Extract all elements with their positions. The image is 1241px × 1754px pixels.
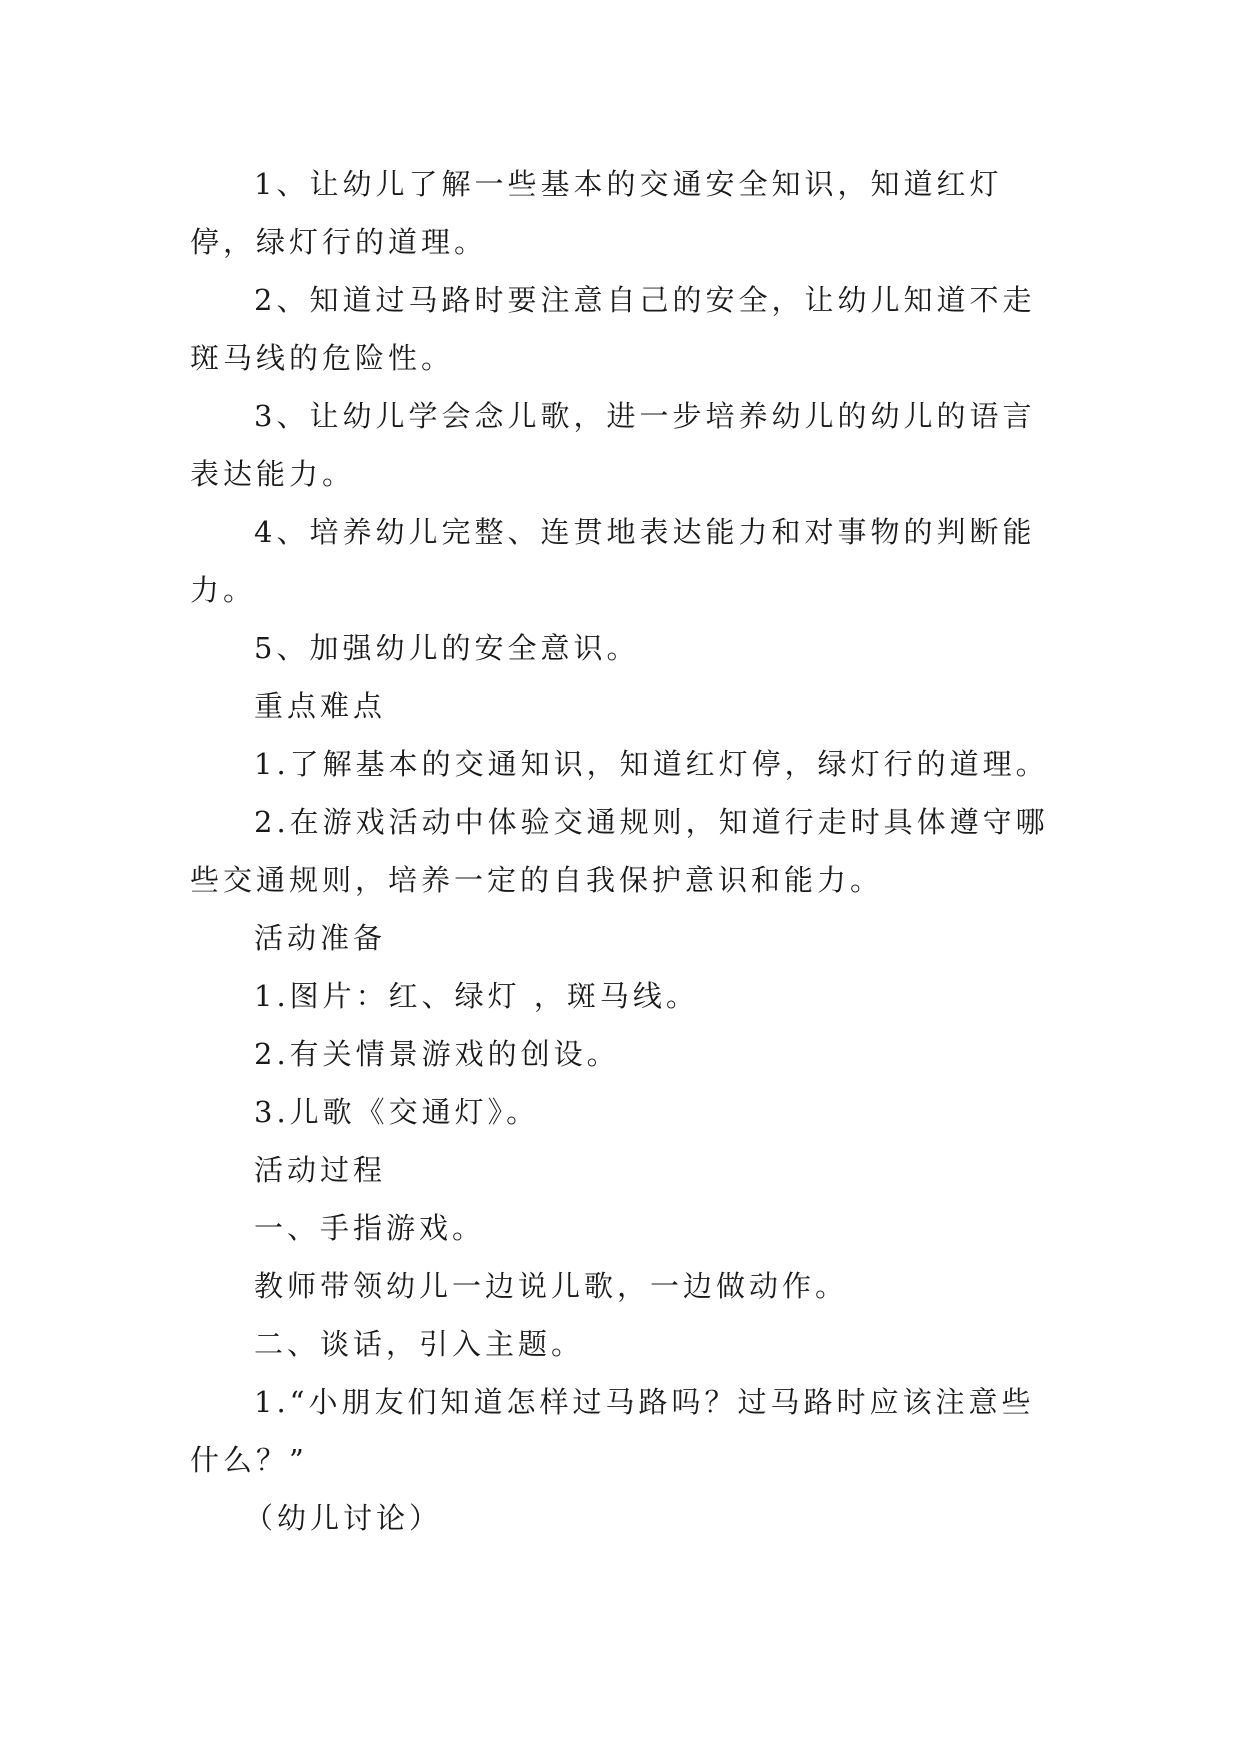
- preparation-item: 1.图片：红、绿灯 ，斑马线。: [254, 979, 699, 1013]
- process-item: 1.“小朋友们知道怎样过马路吗？过马路时应该注意些什么？”: [190, 1385, 1035, 1477]
- goal-item: 3、让幼儿学会念儿歌，进一步培养幼儿的幼儿的语言表达能力。: [190, 399, 1036, 491]
- document-body: [190, 155, 1065, 1547]
- process-item: 一、手指游戏。: [254, 1211, 486, 1245]
- preparation-item: 3.儿歌《交通灯》。: [254, 1095, 540, 1129]
- process-item: 教师带领幼儿一边说儿歌，一边做动作。: [254, 1269, 849, 1303]
- preparation-heading: 活动准备: [254, 921, 387, 955]
- goal-item: 4、培养幼儿完整、连贯地表达能力和对事物的判断能力。: [190, 515, 1036, 607]
- discussion-note: （幼儿讨论）: [244, 1501, 443, 1535]
- goal-item: 5、加强幼儿的安全意识。: [254, 631, 640, 665]
- process-item: 二、谈话，引入主题。: [254, 1327, 585, 1361]
- goal-item: 2、知道过马路时要注意自己的安全，让幼儿知道不走斑马线的危险性。: [190, 283, 1036, 375]
- key-points-heading: 重点难点: [254, 689, 387, 723]
- process-heading: 活动过程: [254, 1153, 387, 1187]
- goal-item: 1、让幼儿了解一些基本的交通安全知识，知道红灯停，绿灯行的道理。: [190, 167, 1003, 259]
- key-point-item: 2.在游戏活动中体验交通规则，知道行走时具体遵守哪些交通规则，培养一定的自我保护意识和能力。: [190, 805, 1049, 897]
- preparation-item: 2.有关情景游戏的创设。: [254, 1037, 620, 1071]
- key-point-item: 1.了解基本的交通知识，知道红灯停，绿灯行的道理。: [254, 747, 1049, 781]
